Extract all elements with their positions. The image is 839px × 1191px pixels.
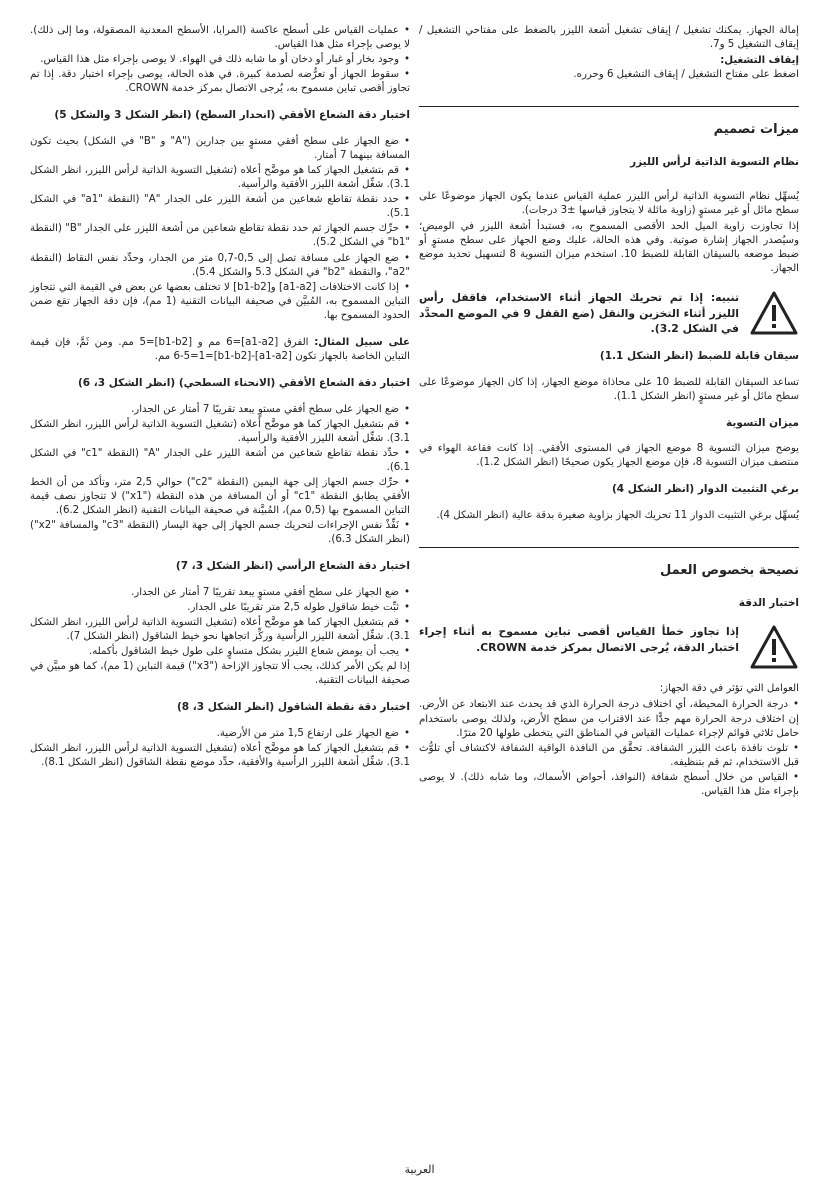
stop-heading: إيقاف التشغيل: [720, 55, 799, 67]
factor-item: • درجة الحرارة المحيطة، أي اختلاف درجة الحرارة الذي قد يحدث عند الابتعاد عن الأرض. إن اختلاف درجة الحرارة مهم جدًّا عند الاقتراب من سطح الأرض، ولذلك يوصى باستخدام حامل ثلاثي قوائم لإجراء عمليات القياس في المناطق التي يتخطى طولها 20 مترًا. [419, 698, 799, 740]
warning-box-accuracy [419, 624, 799, 670]
condition-item: • وجود بخار أو غبار أو دخان أو ما شابه ذلك في الهواء. لا يوصى بإجراء مثل هذا القياس. [30, 53, 410, 67]
condition-item: • سقوط الجهاز أو تعرُّضه لصدمة كبيرة. في هذه الحالة، يوصى بإجراء اختبار دقة. إذا تم تجاوز أقصى تباين مسموح به، يُرجى الاتصال بمركز خدمة CROWN. [30, 68, 410, 96]
warning-triangle-icon [749, 624, 799, 670]
warning-text-lock: تنبيه: إذا تم تحريك الجهاز أثناء الاستخدام، فاقفل رأس الليزر أثناء التخزين والنقل (ضع القفل 9 في الموضع المحدَّد في الشكل 3.2). [419, 291, 739, 336]
accuracy-heading: اختبار الدقة [738, 596, 799, 609]
step-item: • يجب أن يومض شعاع الليزر بشكل متساوٍ على طول خيط الشاقول بأكمله. [30, 645, 410, 659]
screw-paragraph: يُسهِّل برغي التثبيت الدوار 11 تحريك الجهاز بزاوية صغيرة بدقة عالية (انظر الشكل 4). [436, 509, 799, 521]
self-level-paragraph-1: يُسهِّل نظام التسوية الذاتية لرأس الليزر عملية القياس عندما يكون الجهاز موضوعًا على سطح مائل أو غير مستوٍ (زاوية مائلة لا يتجاوز قياسها ±3 درجات). [419, 190, 799, 216]
factor-item: • القياس من خلال أسطح شفافة (النوافذ، أحواض الأسماك، وما شابه ذلك). لا يوصى بإجراء مثل هذا القياس. [419, 771, 799, 799]
step-item: • ضع الجهاز على مسافة تصل إلى 0,5-0,7 متر من الجدار، وحدِّد نفس النقاط (النقطة "a2"، والنقطة "b2" في الشكل 5.3 والشكل 5.4). [30, 252, 410, 280]
level-heading: ميزان التسوية [726, 416, 799, 429]
factor-item: • تلوث نافذة باعث الليزر الشفافة. تحقَّق من النافذة الواقية الشفافة لاكتشاف أي تلوُّث قبل الاستخدام، ثم قم بتنظيفه. [419, 742, 799, 770]
stop-paragraph: اضغط على مفتاح التشغيل / إيقاف التشغيل 6 وحرره. [573, 69, 799, 81]
advice-heading: نصيحة بخصوص العمل [660, 562, 799, 578]
example-text: الفرق [a1-a2]=6 مم و [b1-b2]=5 مم. ومن ثَمَّ، فإن قيمة التباين الخاصة بالجهاز تكون [a1-a2]-[b1-b2]=6-5=1 مم. [30, 336, 410, 362]
step-item: • قم بتشغيل الجهاز كما هو موضَّح أعلاه (تشغيل التسوية الذاتية لرأس الليزر، انظر الشكل 3.1). شغِّل أشعة الليزر الرأسية وركِّز اتجاهها نحو خيط الشاقول (انظر الشكل 7). [30, 616, 410, 644]
step-item: • حدد نقطة تقاطع شعاعين من أشعة الليزر على الجدار "A" (النقطة "a1" في الشكل 5.1). [30, 193, 410, 221]
warning-text-accuracy: إذا تجاوز خطأ القياس أقصى تباين مسموح به أثناء إجراء اختبار الدقة، يُرجى الاتصال بمركز خدمة CROWN. [419, 625, 739, 655]
horizontal-slope-test-heading: اختبار دقة الشعاع الأفقي (انحدار السطح) (انظر الشكل 3 والشكل 5) [54, 109, 410, 122]
vertical-test-note: إذا لم يكن الأمر كذلك، يجب ألا تتجاوز الإزاحة ("x3") قيمة التباين (1 مم)، كما هو مبيَّن في صحيفة البيانات التقنية. [30, 661, 410, 687]
example-paragraph [30, 336, 410, 364]
warning-triangle-icon [749, 290, 799, 336]
step-item: • ضع الجهاز على سطح أفقي مستوٍ يبعد تقريبًا 7 أمتار عن الجدار. [30, 586, 410, 600]
condition-item: • عمليات القياس على أسطح عاكسة (المرايا، الأسطح المعدنية المصقولة، وما إلى ذلك). لا يوصى بإجراء مثل هذا القياس. [30, 24, 410, 52]
factors-intro: العوامل التي تؤثر في دقة الجهاز: [659, 683, 799, 695]
section-divider [419, 106, 799, 107]
section-divider [419, 547, 799, 548]
left-column [30, 24, 410, 771]
vertical-test-heading: اختبار دقة الشعاع الرأسي (انظر الشكل 3، 7) [175, 560, 410, 573]
page-footer-language: العربية [404, 1162, 435, 1176]
step-item: • ضع الجهاز على سطح أفقي مستوٍ يبعد تقريبًا 7 أمتار عن الجدار. [30, 403, 410, 417]
step-item: • قم بتشغيل الجهاز كما هو موضَّح أعلاه (تشغيل التسوية الذاتية لرأس الليزر، انظر الشكل 3.1). شغِّل أشعة الليزر الأفقية والرأسية. [30, 418, 410, 446]
level-paragraph: يوضح ميزان التسوية 8 موضع الجهاز في المستوى الأفقي. إذا كانت فقاعة الهواء في منتصف ميزان التسوية 8، فإن موضع الجهاز يكون صحيحًا (انظر الشكل 1.2). [419, 443, 799, 469]
step-item: • ثبِّت خيط شاقول طوله 2,5 متر تقريبًا على الجدار. [30, 601, 410, 615]
step-item: • حرِّك جسم الجهاز إلى جهة اليمين (النقطة "c2") حوالي 2,5 متر، وتأكد من أن الخط الأفقي يطابق النقطة "c1" أو أن المسافة من هذه النقطة ("x1") لا تتجاوز نصف قيمة التباين المسموح بها (0,5 مم)، المُبيَّنة في صحيفة البيانات التقنية (انظر الشكل 6.2). [30, 476, 410, 518]
intro-paragraph: إمالة الجهاز. يمكنك تشغيل / إيقاف تشغيل أشعة الليزر بالضغط على مفتاحي التشغيل / إيقاف التشغيل 5 و7. [419, 25, 799, 51]
example-label: على سبيل المثال: [314, 336, 410, 348]
step-item: • نَفِّذْ نفس الإجراءات لتحريك جسم الجهاز إلى جهة اليسار (النقطة "c3" والمسافة "x2") (انظر الشكل 6.3). [30, 519, 410, 547]
self-level-heading: نظام التسوية الذاتية لرأس الليزر [630, 156, 799, 169]
step-item: • حرِّك جسم الجهاز ثم حدد نقطة تقاطع شعاعين من أشعة الليزر على الجدار "B" (النقطة "b1" في الشكل 5.2). [30, 222, 410, 250]
screw-heading: برغي التثبيت الدوار (انظر الشكل 4) [611, 483, 799, 496]
right-column [419, 24, 799, 800]
warning-box-lock [419, 290, 799, 337]
self-level-paragraph-2: إذا تجاوزت زاوية الميل الحد الأقصى المسموح به، فستبدأ أشعة الليزر في الوميض؛ وسيُصدر الجهاز إشارة صوتية. وفي هذه الحالة، عليك وضع الجهاز على سطح مستوٍ أو ضبط موضعه بالسيقان القابلة للضبط 10. استخدم ميزان التسوية 8 لتسهيل تحديد موضع الجهاز. [419, 220, 800, 275]
horizontal-curve-test-heading: اختبار دقة الشعاع الأفقي (الانحناء السطحي) (انظر الشكل 3، 6) [77, 377, 410, 390]
legs-heading: سيقان قابلة للضبط (انظر الشكل 1.1) [599, 350, 799, 363]
step-item: • حدِّد نقطة تقاطع شعاعين من أشعة الليزر على الجدار "A" (النقطة "c1" في الشكل 6.1). [30, 447, 410, 475]
legs-paragraph: تساعد السيقان القابلة للضبط 10 على محاذاة موضع الجهاز، إذا كان الجهاز موضوعًا على سطح مائل أو غير مستوٍ (انظر الشكل 1.1). [419, 376, 799, 402]
plumb-point-test-heading: اختبار دقة نقطة الشاقول (انظر الشكل 3، 8) [176, 701, 410, 714]
step-item: • قم بتشغيل الجهاز كما هو موضَّح أعلاه (تشغيل التسوية الذاتية لرأس الليزر، انظر الشكل 3.1). شغِّل أشعة الليزر الرأسية والأفقية، حدِّد موضع نقطة الشاقول (انظر الشكل 8.1). [30, 742, 410, 770]
step-item: • قم بتشغيل الجهاز كما هو موضَّح أعلاه (تشغيل التسوية الذاتية لرأس الليزر، انظر الشكل 3.1). شغِّل أشعة الليزر الأفقية والرأسية. [30, 164, 410, 192]
step-item: • ضع الجهاز على ارتفاع 1,5 متر من الأرضية. [30, 727, 410, 741]
features-heading: ميزات تصميم [713, 122, 799, 138]
step-item: • ضع الجهاز على سطح أفقي مستوٍ بين جدارين ("A" و "B" في الشكل) بحيث تكون المسافة بينهما 7 أمتار. [30, 135, 410, 163]
step-item: • إذا كانت الاختلافات [a1-a2] و[b1-b2] لا تختلف بعضها عن بعض في القيمة التي تتجاوز التباين المسموح به، المُبيَّن في صحيفة البيانات التقنية (1 مم)، فإن دقة الجهاز تقع ضمن الحدود المسموح بها. [30, 281, 410, 323]
